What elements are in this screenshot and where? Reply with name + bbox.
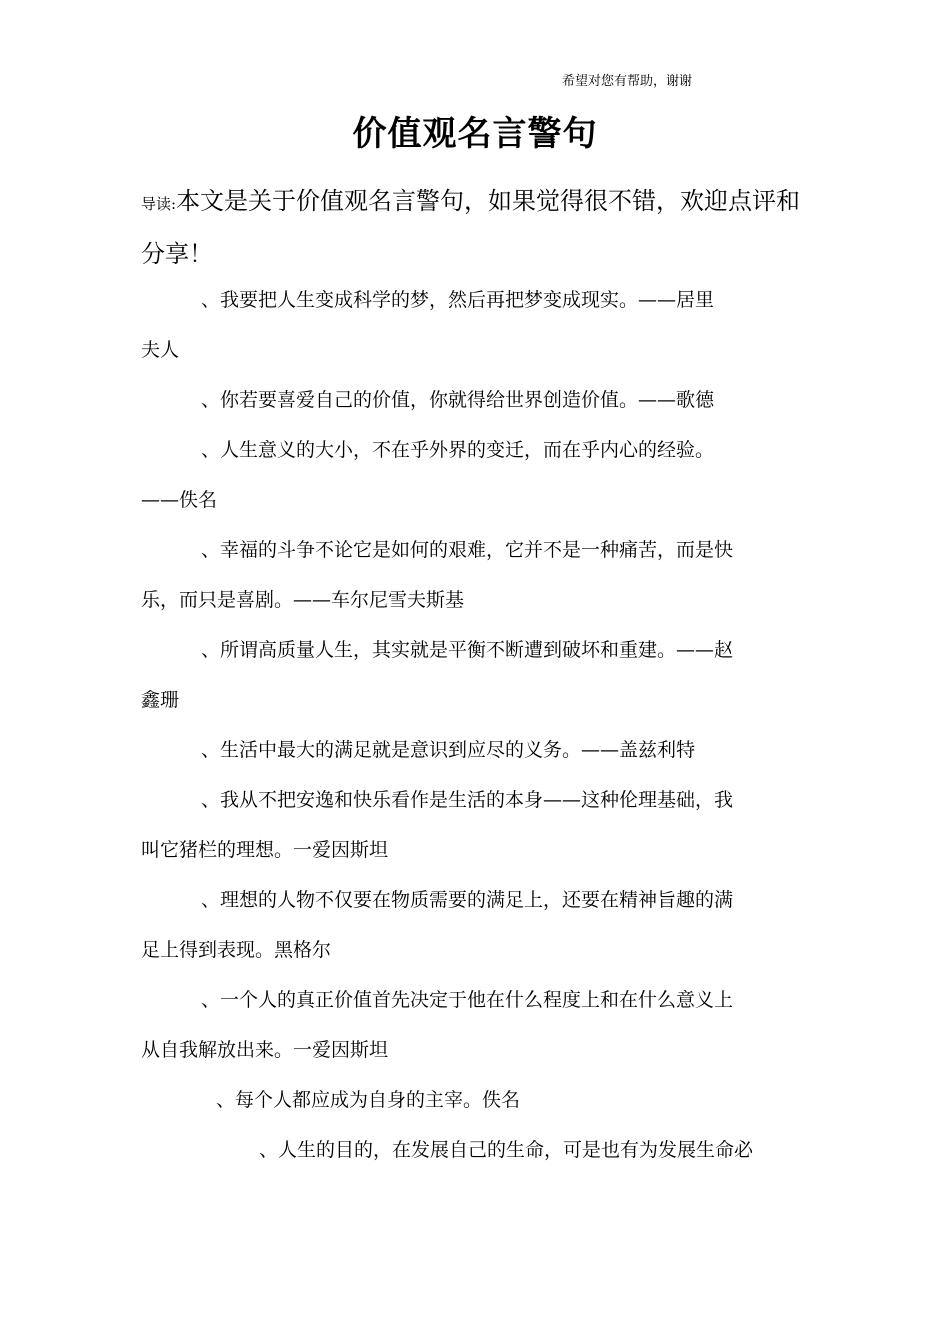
quote-item [141,775,811,875]
quote-line-cont: 叫它猪栏的理想。一爱因斯坦 [141,839,389,861]
quote-line: 、所谓高质量人生，其实就是平衡不断遭到破坏和重建。——赵 [201,639,734,661]
quote-line-cont: 夫人 [141,339,180,361]
quote-item [141,975,811,1075]
quote-item [141,425,811,525]
quote-item [141,725,811,775]
quote-line: 、人生的目的，在发展自己的生命，可是也有为发展生命必 [259,1139,754,1161]
quote-line: 、每个人都应成为自身的主宰。佚名 [216,1089,521,1111]
quote-line: 、一个人的真正价值首先决定于他在什么程度上和在什么意义上 [201,989,734,1011]
quote-line-cont: ——佚名 [141,489,218,511]
quote-line: 、人生意义的大小，不在乎外界的变迁，而在乎内心的经验。 [201,439,715,461]
quote-line: 、理想的人物不仅要在物质需要的满足上，还要在精神旨趣的满 [201,889,734,911]
intro-paragraph [141,176,811,279]
quote-line: 、我要把人生变成科学的梦，然后再把梦变成现实。——居里 [201,289,715,311]
quote-line: 、你若要喜爱自己的价值，你就得给世界创造价值。——歌德 [201,389,715,411]
quote-line-cont: 鑫珊 [141,689,180,711]
quote-line-cont: 足上得到表现。黑格尔 [141,939,332,961]
quote-item [141,875,811,975]
quote-line-cont: 从自我解放出来。一爱因斯坦 [141,1039,389,1061]
intro-text: 本文是关于价值观名言警句，如果觉得很不错，欢迎点评和分享！ [141,187,801,268]
quote-line: 、幸福的斗争不论它是如何的艰难，它并不是一种痛苦，而是快 [201,539,734,561]
quote-item [141,275,811,375]
quote-item [141,525,811,625]
quote-line-cont: 乐，而只是喜剧。——车尔尼雪夫斯基 [141,589,465,611]
quote-item [141,375,811,425]
intro-label: 导读: [141,195,177,213]
quote-item [141,1075,811,1125]
quote-list [141,275,811,1175]
quote-item [141,625,811,725]
quote-item [141,1125,811,1175]
header-note: 希望对您有帮助，谢谢 [562,74,693,89]
quote-line: 、我从不把安逸和快乐看作是生活的本身——这种伦理基础，我 [201,789,734,811]
page-title: 价值观名言警句 [352,114,598,154]
quote-line: 、生活中最大的满足就是意识到应尽的义务。——盖兹利特 [201,739,696,761]
